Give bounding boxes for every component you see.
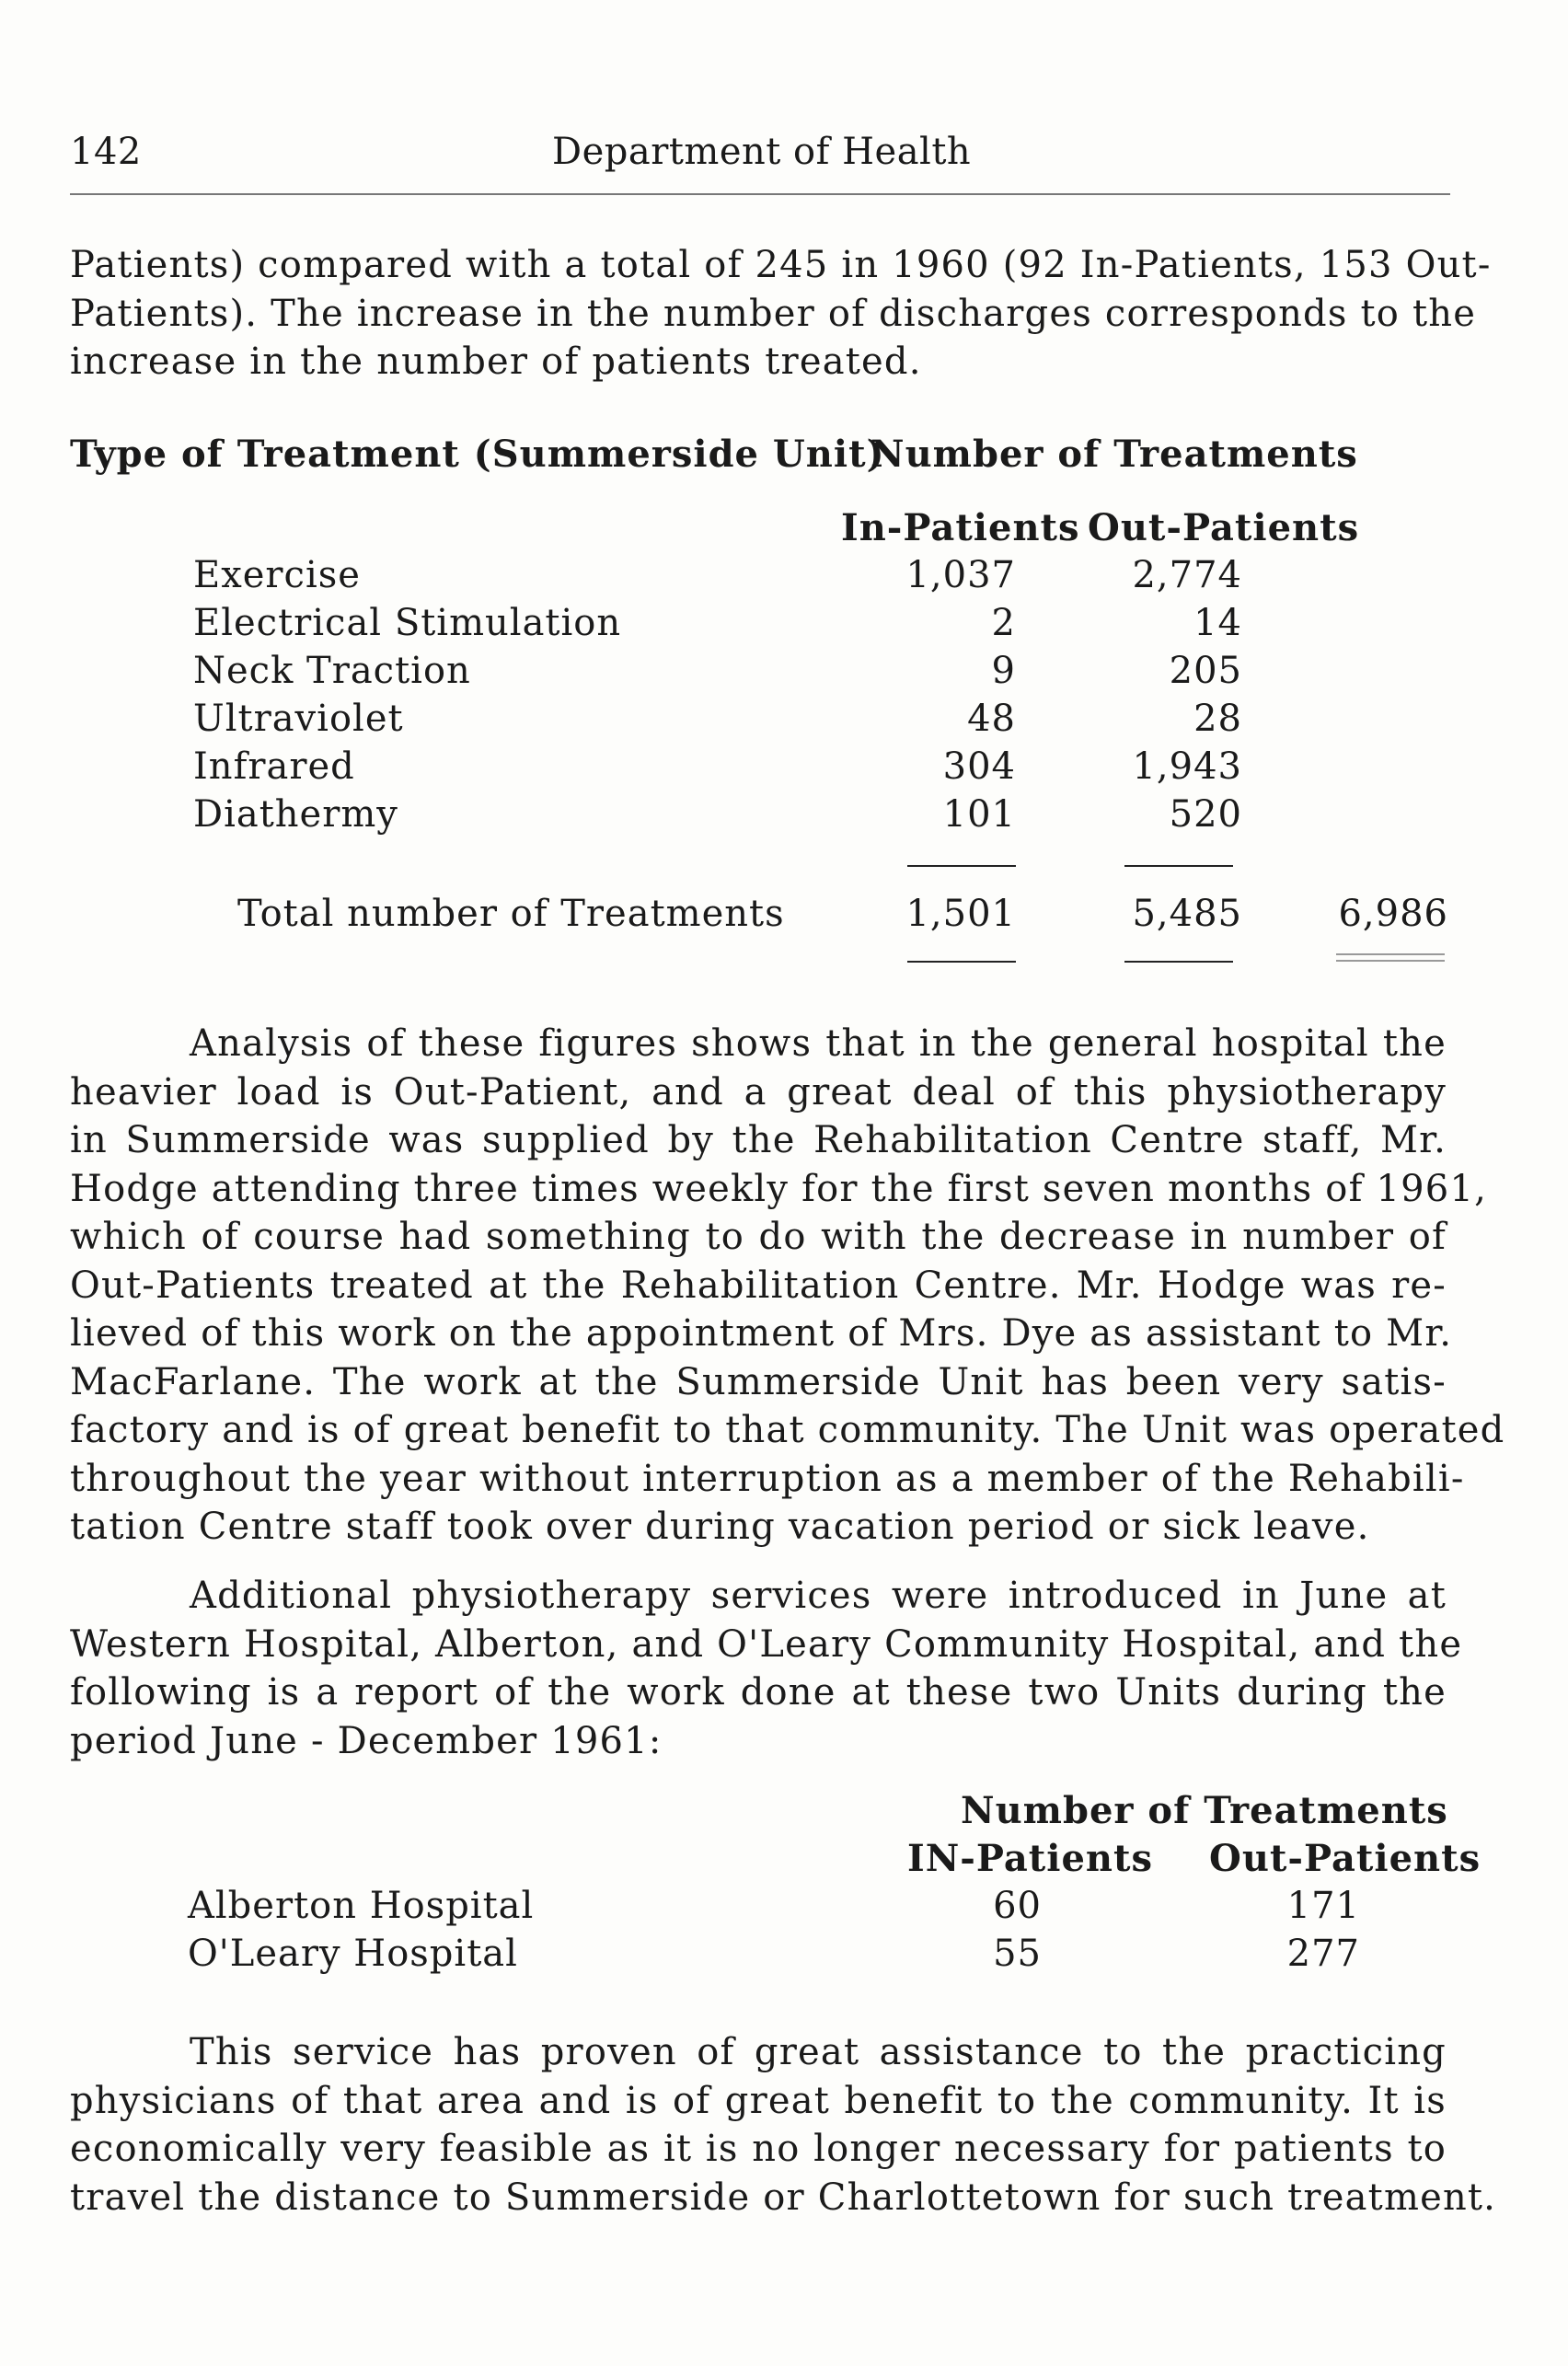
in-patients-value: 55	[993, 1933, 1042, 1975]
treatment-label: Neck Traction	[193, 650, 471, 692]
text-line: physicians of that area and is of great benefit to the community. It is	[70, 2079, 1447, 2122]
header-rule	[70, 193, 1450, 195]
text-line: period June - December 1961:	[70, 1719, 663, 1762]
grand-total: 6,986	[1338, 893, 1448, 935]
text-line: Out-Patients treated at the Rehabilitation Centre. Mr. Hodge was re-	[70, 1264, 1447, 1307]
text-line: Additional physiotherapy services were introduced in June at	[190, 1575, 1447, 1617]
text-line: following is a report of the work done at these two Units during the	[70, 1671, 1447, 1714]
out-patients-value: 1,943	[1132, 745, 1242, 788]
out-patients-column-header: Out-Patients	[1209, 1837, 1482, 1880]
in-patients-value: 9	[991, 650, 1016, 692]
treatment-label: Diathermy	[193, 793, 398, 836]
text-line: Patients) compared with a total of 245 in 1960 (92 In-Patients, 153 Out-	[70, 244, 1492, 286]
out-patients-value: 14	[1193, 602, 1242, 644]
in-patients-value: 1,037	[905, 554, 1016, 596]
text-line: economically very feasible as it is no longer necessary for patients to	[70, 2128, 1447, 2170]
text-line: Analysis of these figures shows that in the general hospital the	[190, 1022, 1447, 1065]
out-patients-value: 171	[1286, 1885, 1360, 1927]
running-title: Department of Health	[552, 131, 972, 173]
treatment-label: Ultraviolet	[193, 698, 404, 740]
text-line: tation Centre staff took over during vacation period or sick leave.	[70, 1506, 1370, 1548]
out-patients-column-header: Out-Patients	[1088, 506, 1360, 549]
number-of-treatments-heading: Number of Treatments	[870, 433, 1358, 476]
number-of-treatments-heading: Number of Treatments	[961, 1789, 1448, 1832]
total-in-patients: 1,501	[905, 893, 1016, 935]
text-line: travel the distance to Summerside or Charlottetown for such treatment.	[70, 2176, 1497, 2219]
in-patients-value: 101	[942, 793, 1016, 836]
text-line: MacFarlane. The work at the Summerside Unit has been very satis-	[70, 1360, 1447, 1403]
text-line: heavier load is Out-Patient, and a great deal of this physiotherapy	[70, 1070, 1447, 1114]
out-patients-value: 28	[1193, 698, 1242, 740]
text-line: in Summerside was supplied by the Rehabilitation Centre staff, Mr.	[70, 1119, 1447, 1161]
total-label: Total number of Treatments	[237, 893, 785, 935]
hospital-label: Alberton Hospital	[188, 1885, 535, 1927]
text-line: Patients). The increase in the number of discharges corresponds to the	[70, 292, 1477, 335]
out-patients-value: 520	[1169, 793, 1242, 836]
text-line: lieved of this work on the appointment of Mrs. Dye as assistant to Mr.	[70, 1312, 1453, 1355]
out-patients-value: 205	[1169, 650, 1242, 692]
grand-total-rule	[1336, 953, 1445, 955]
subtotal-rule-out	[1124, 865, 1233, 867]
total-out-patients: 5,485	[1132, 893, 1242, 935]
total-rule-in	[907, 961, 1016, 963]
out-patients-value: 277	[1286, 1933, 1360, 1975]
hospital-label: O'Leary Hospital	[188, 1933, 518, 1975]
text-line: increase in the number of patients treated.	[70, 340, 922, 383]
in-patients-value: 2	[991, 602, 1016, 644]
page-number: 142	[70, 131, 142, 173]
treatment-label: Exercise	[193, 554, 361, 596]
text-line: Western Hospital, Alberton, and O'Leary Community Hospital, and the	[70, 1622, 1463, 1666]
analysis-paragraph	[70, 1020, 1505, 1552]
in-patients-value: 60	[993, 1885, 1042, 1927]
text-line: factory and is of great benefit to that community. The Unit was operated	[70, 1409, 1505, 1451]
type-of-treatment-heading: Type of Treatment (Summerside Unit)	[70, 433, 885, 476]
closing-paragraph	[70, 2028, 1497, 2222]
grand-total-rule	[1336, 960, 1445, 962]
in-patients-value: 48	[967, 698, 1016, 740]
subtotal-rule-in	[907, 865, 1016, 867]
in-patients-column-header: In-Patients	[841, 506, 1080, 549]
out-patients-value: 2,774	[1132, 554, 1242, 596]
text-line: This service has proven of great assistance to the practicing	[190, 2031, 1447, 2073]
total-rule-out	[1124, 961, 1233, 963]
in-patients-value: 304	[942, 745, 1016, 788]
text-line: throughout the year without interruption as a member of the Rehabili-	[70, 1457, 1465, 1500]
additional-services-paragraph	[70, 1572, 1463, 1765]
treatment-label: Electrical Stimulation	[193, 602, 622, 644]
text-line: Hodge attending three times weekly for the first seven months of 1961,	[70, 1167, 1488, 1210]
intro-paragraph	[70, 241, 1492, 387]
treatment-label: Infrared	[193, 745, 355, 788]
in-patients-column-header: IN-Patients	[907, 1837, 1153, 1880]
text-line: which of course had something to do with the decrease in number of	[70, 1216, 1447, 1258]
